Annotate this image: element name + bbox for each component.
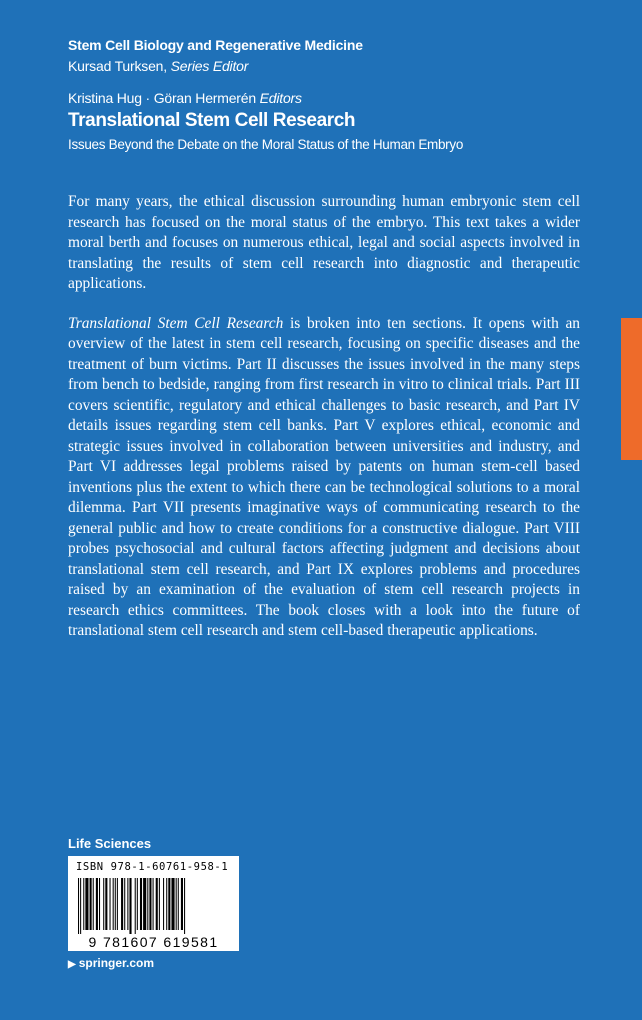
barcode-bar (184, 878, 185, 934)
isbn-label: ISBN 978-1-60761-958-1 (76, 861, 229, 873)
blurb-paragraph-1: For many years, the ethical discussion surrounding human embryonic stem cell research has focused on the moral status of the embryo. This text takes a wider moral berth and focuses on numerous ethical, legal and social aspects involved in translating the results of stem cell research into diagnostic and therapeutic applications. (68, 193, 580, 292)
barcode-bar (124, 878, 125, 930)
barcode-bar (171, 878, 174, 930)
barcode-digits: 9 781607 619581 (88, 934, 219, 950)
barcode-bar (99, 878, 100, 930)
barcode-bar (121, 878, 123, 930)
series-editor-role: Series Editor (170, 58, 249, 74)
website-text: springer.com (78, 956, 155, 970)
book-title: Translational Stem Cell Research (68, 110, 356, 131)
barcode-bar (143, 878, 146, 930)
series-editor (68, 58, 248, 74)
blurb (68, 192, 580, 661)
barcode-bar (153, 878, 154, 930)
barcode-bar (127, 878, 128, 930)
barcode-bar (149, 878, 151, 930)
barcode-bars (76, 878, 231, 934)
barcode-bar (93, 878, 94, 930)
barcode-bar (166, 878, 167, 930)
barcode-bar (181, 878, 183, 930)
barcode-bar (163, 878, 164, 930)
website-link[interactable] (68, 956, 154, 970)
barcode-bar (129, 878, 131, 934)
book-editors (68, 90, 302, 106)
barcode-bar (156, 878, 158, 930)
barcode-bar (140, 878, 142, 930)
barcode-bar (90, 878, 92, 930)
barcode-bar (117, 878, 118, 930)
barcode-bar (103, 878, 104, 930)
subject-label: Life Sciences (68, 836, 152, 851)
book-subtitle: Issues Beyond the Debate on the Moral Status of the Human Embryo (68, 137, 464, 152)
barcode-bar (85, 878, 88, 930)
blurb-paragraph-2-text: is broken into ten sections. It opens with an overview of the latest in stem cell research, focusing on specific diseases and the treatment of burn victims. Part II discusses the issues involved in the many steps from bench to bedside, ranging from first research in vitro to clinical trials. Part III covers scientific, regulatory and ethical challenges to basic research, and Part IV details issues regarding stem cell banks. Part V explores ethical, economic and strategic issues involved in collaboration between universities and industry, and Part VI addresses legal problems raised by patents on human stem-cell based inventions plus the extent to which there can be technological solutions to a moral dilemma. Part VII presents imaginative ways of communicating research to the general public and how to create conditions for a constructive dialogue. Part VIII probes psychosocial and cultural factors affecting judgment and decisions about translational stem cell research, and Part IX explores problems and procedures raised by an examination of the evaluation of stem cell research projects in research ethics committees. The book closes with a look into the future of translational stem cell research and stem cell-based therapeutic applications. (68, 314, 580, 639)
editors-names: Kristina Hug · Göran Hermerén (68, 90, 256, 106)
editors-role: Editors (259, 90, 302, 106)
barcode-bar (147, 878, 148, 930)
barcode-bar (115, 878, 116, 930)
orange-spine-tab (621, 318, 642, 460)
blurb-paragraph-2 (68, 314, 580, 642)
barcode-bar (137, 878, 138, 930)
series-title: Stem Cell Biology and Regenerative Medicine (68, 37, 363, 53)
barcode-bar (178, 878, 179, 930)
barcode-bar (176, 878, 177, 930)
isbn-barcode (68, 856, 239, 951)
barcode-bar (113, 878, 114, 930)
barcode-bar (159, 878, 160, 930)
barcode-bar (78, 878, 79, 934)
barcode-bar (135, 878, 136, 934)
barcode-bar (83, 878, 84, 930)
barcode-bar (105, 878, 107, 930)
barcode-bar (168, 878, 170, 930)
barcode-bar (80, 878, 81, 934)
series-editor-name: Kursad Turksen, (68, 58, 167, 74)
blurb-book-title: Translational Stem Cell Research (68, 314, 284, 332)
triangle-right-icon: ▶ (68, 959, 76, 970)
barcode-bar (110, 878, 111, 930)
barcode-bar (96, 878, 98, 930)
